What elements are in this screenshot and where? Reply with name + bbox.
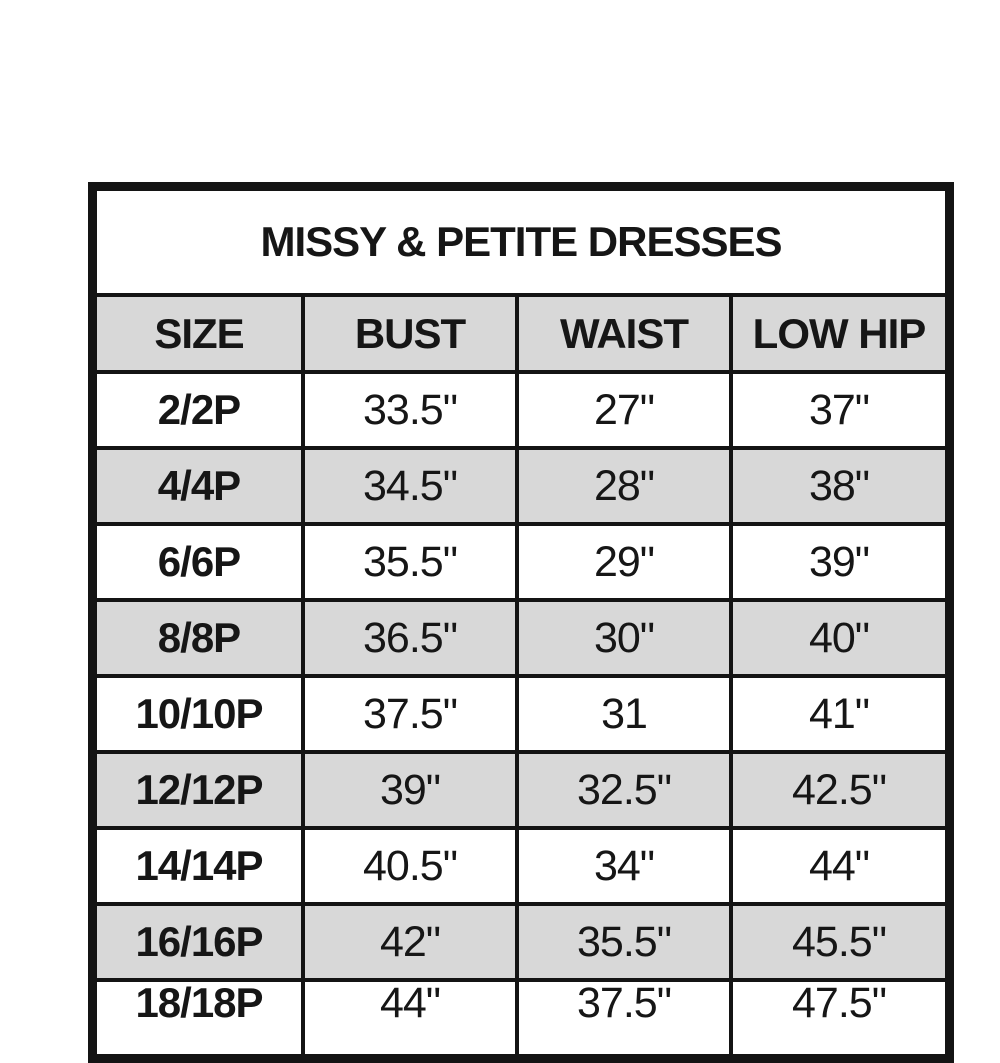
bust-cell: 33.5" xyxy=(305,374,515,446)
lowhip-cell: 37" xyxy=(733,374,945,446)
bust-cell: 34.5" xyxy=(305,450,515,522)
bust-cell: 42" xyxy=(305,906,515,978)
size-cell: 12/12P xyxy=(97,754,301,826)
bust-cell: 40.5" xyxy=(305,830,515,902)
lowhip-cell: 42.5" xyxy=(733,754,945,826)
size-cell: 10/10P xyxy=(97,678,301,750)
lowhip-cell: 41" xyxy=(733,678,945,750)
size-cell: 4/4P xyxy=(97,450,301,522)
size-cell: 6/6P xyxy=(97,526,301,598)
col-header-bust: BUST xyxy=(305,297,515,370)
waist-cell: 32.5" xyxy=(519,754,729,826)
size-cell: 16/16P xyxy=(97,906,301,978)
waist-cell: 35.5" xyxy=(519,906,729,978)
waist-cell: 37.5" xyxy=(519,982,729,1054)
waist-cell: 27" xyxy=(519,374,729,446)
size-cell: 2/2P xyxy=(97,374,301,446)
bust-cell: 36.5" xyxy=(305,602,515,674)
bust-cell: 35.5" xyxy=(305,526,515,598)
lowhip-cell: 38" xyxy=(733,450,945,522)
waist-cell: 34" xyxy=(519,830,729,902)
waist-cell: 31 xyxy=(519,678,729,750)
col-header-low-hip: LOW HIP xyxy=(733,297,945,370)
lowhip-cell: 47.5" xyxy=(733,982,945,1054)
waist-cell: 29" xyxy=(519,526,729,598)
lowhip-cell: 39" xyxy=(733,526,945,598)
bust-cell: 37.5" xyxy=(305,678,515,750)
size-cell: 18/18P xyxy=(97,982,301,1054)
size-cell: 14/14P xyxy=(97,830,301,902)
bust-cell: 39" xyxy=(305,754,515,826)
chart-title: MISSY & PETITE DRESSES xyxy=(97,191,945,293)
lowhip-cell: 45.5" xyxy=(733,906,945,978)
size-chart-table xyxy=(88,182,954,1063)
lowhip-cell: 44" xyxy=(733,830,945,902)
lowhip-cell: 40" xyxy=(733,602,945,674)
waist-cell: 30" xyxy=(519,602,729,674)
waist-cell: 28" xyxy=(519,450,729,522)
bust-cell: 44" xyxy=(305,982,515,1054)
col-header-size: SIZE xyxy=(97,297,301,370)
size-chart xyxy=(88,182,954,1063)
col-header-waist: WAIST xyxy=(519,297,729,370)
size-cell: 8/8P xyxy=(97,602,301,674)
